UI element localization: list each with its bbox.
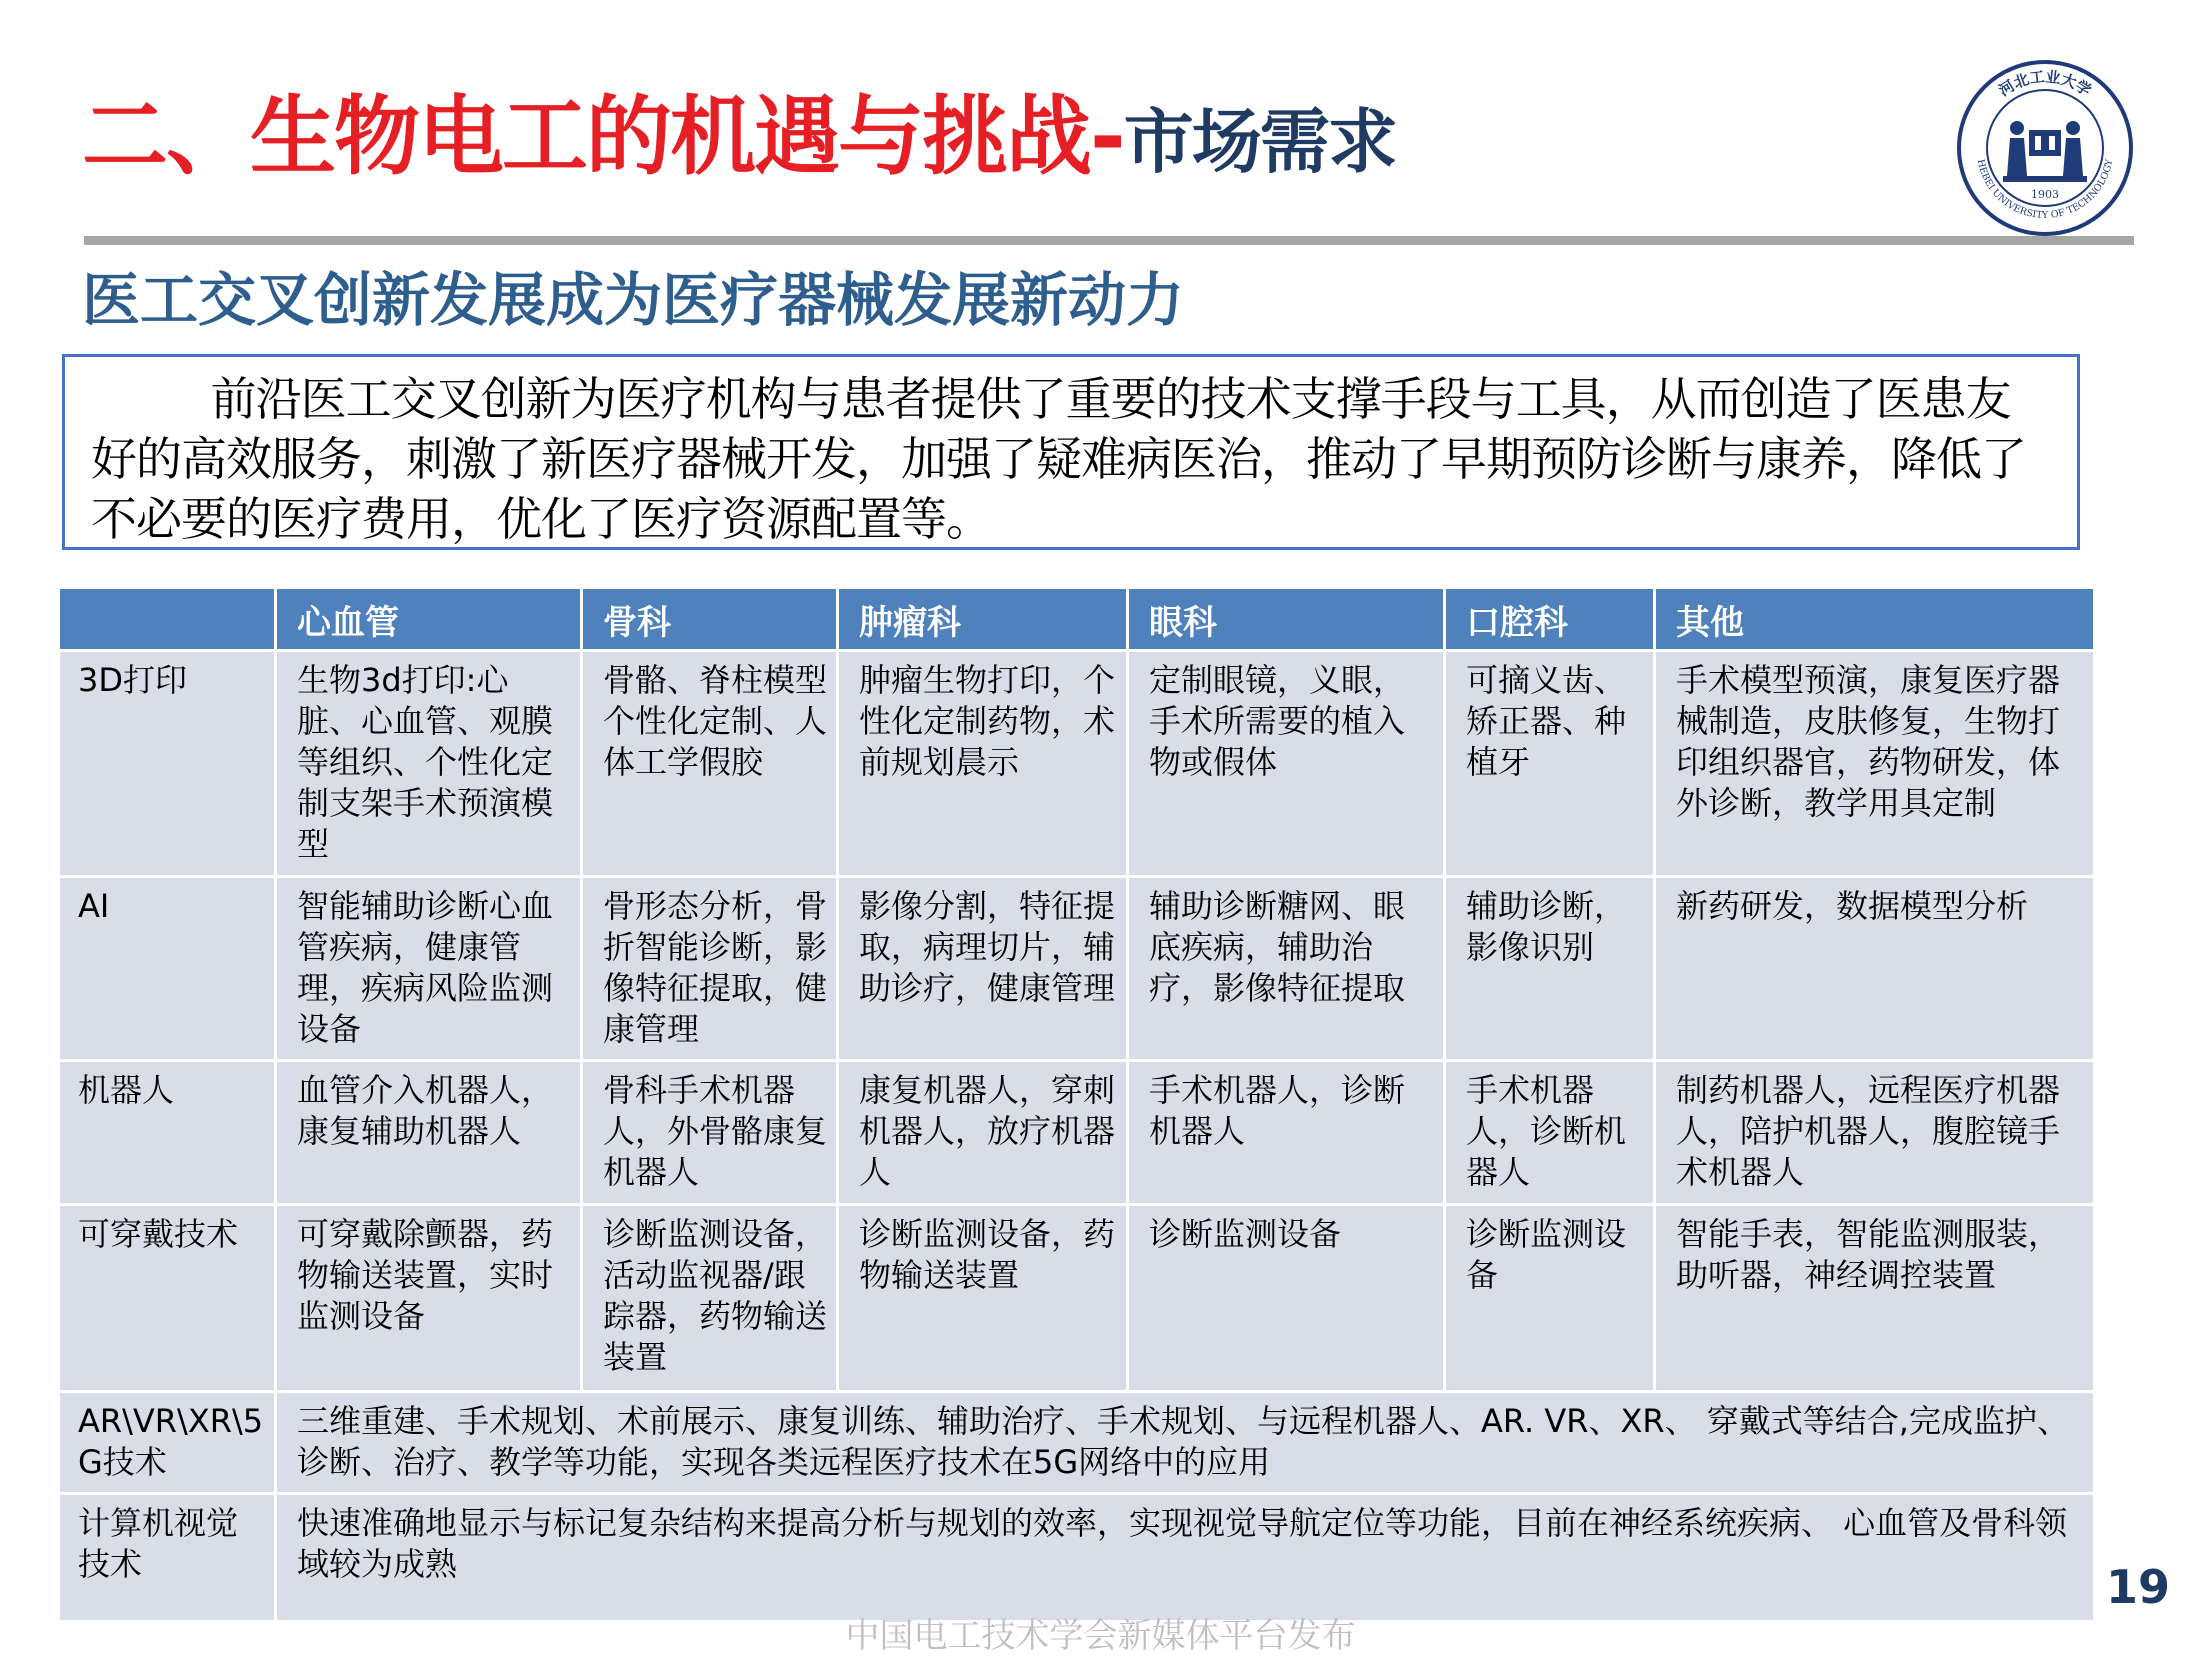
slide-title-sub: 市场需求: [1123, 101, 1396, 183]
table-header-cell: 骨科: [582, 588, 838, 651]
table-header-cell: [59, 588, 276, 651]
table-cell: 辅助诊断，影像识别: [1445, 877, 1655, 1061]
table-cell: 可穿戴除颤器，药物输送装置，实时监测设备: [276, 1205, 582, 1392]
title-divider: [84, 236, 2134, 245]
merged-cell: 快速准确地显示与标记复杂结构来提高分析与规划的效率，实现视觉导航定位等功能，目前在神经系统疾病、 心血管及骨科领域较为成熟: [276, 1494, 2095, 1622]
slide-title-main: 二、生物电工的机遇与挑战-: [82, 87, 1124, 187]
table-cell: 制药机器人，远程医疗机器人，陪护机器人，腹腔镜手术机器人: [1655, 1061, 2095, 1205]
table-cell: 诊断监测设备: [1128, 1205, 1445, 1392]
university-logo: [1955, 58, 2135, 238]
table-cell: 新药研发，数据模型分析: [1655, 877, 2095, 1061]
table-header-row: [59, 588, 2095, 651]
table-row: [59, 1392, 2095, 1494]
row-label: 机器人: [59, 1061, 276, 1205]
table-header-cell: 其他: [1655, 588, 2095, 651]
table-cell: 骨骼、脊柱模型个性化定制、人体工学假胶: [582, 651, 838, 877]
table-cell: 诊断监测设备: [1445, 1205, 1655, 1392]
table-row: [59, 1061, 2095, 1205]
table-cell: 影像分割，特征提取，病理切片，辅助诊疗，健康管理: [838, 877, 1128, 1061]
table-cell: 可摘义齿、矫正器、种植牙: [1445, 651, 1655, 877]
table-cell: 智能辅助诊断心血管疾病，健康管理，疾病风险监测设备: [276, 877, 582, 1061]
table-cell: 手术机器人，诊断机器人: [1128, 1061, 1445, 1205]
table-cell: 肿瘤生物打印，个性化定制药物，术前规划晨示: [838, 651, 1128, 877]
merged-cell: 三维重建、手术规划、术前展示、康复训练、辅助治疗、手术规划、与远程机器人、AR. VR、XR、 穿戴式等结合,完成监护、诊断、治疗、教学等功能，实现各类远程医疗技术在5G网络中的应用: [276, 1392, 2095, 1494]
logo-year: 1903: [2031, 188, 2059, 201]
table-cell: 康复机器人，穿刺机器人，放疗机器人: [838, 1061, 1128, 1205]
row-label: 计算机视觉技术: [59, 1494, 276, 1622]
table-cell: 手术机器人，诊断机器人: [1445, 1061, 1655, 1205]
table-row: [59, 1494, 2095, 1622]
row-label: 可穿戴技术: [59, 1205, 276, 1392]
intro-textbox: 前沿医工交叉创新为医疗机构与患者提供了重要的技术支撑手段与工具，从而创造了医患友好的高效服务，刺激了新医疗器械开发，加强了疑难病医治，推动了早期预防诊断与康养，降低了不必要的医疗费用，优化了医疗资源配置等。: [62, 354, 2080, 550]
slide-title: [82, 82, 1396, 197]
table-header-cell: 眼科: [1128, 588, 1445, 651]
table-header-cell: 心血管: [276, 588, 582, 651]
logo-chinese-name: 河北工业大学: [1995, 67, 2095, 100]
row-label: AR\VR\XR\5G技术: [59, 1392, 276, 1494]
table-cell: 骨形态分析，骨折智能诊断，影像特征提取，健康管理: [582, 877, 838, 1061]
table-cell: 诊断监测设备，药物输送装置: [838, 1205, 1128, 1392]
table-cell: 定制眼镜，义眼，手术所需要的植入物或假体: [1128, 651, 1445, 877]
table-cell: 骨科手术机器人，外骨骼康复机器人: [582, 1061, 838, 1205]
table-row: [59, 651, 2095, 877]
table-row: [59, 877, 2095, 1061]
table-cell: 辅助诊断糖网、眼底疾病，辅助治疗，影像特征提取: [1128, 877, 1445, 1061]
table-row: [59, 1205, 2095, 1392]
table-header-cell: 口腔科: [1445, 588, 1655, 651]
table-cell: 手术模型预演，康复医疗器械制造，皮肤修复，生物打印组织器官，药物研发，体外诊断，教学用具定制: [1655, 651, 2095, 877]
page-number: 19: [2106, 1560, 2171, 1614]
logo-english-name: HEBEI UNIVERSITY OF TECHNOLOGY: [1974, 158, 2116, 222]
slide-subtitle: 医工交叉创新发展成为医疗器械发展新动力: [82, 266, 1185, 334]
table-cell: 诊断监测设备，活动监视器/跟踪器，药物输送装置: [582, 1205, 838, 1392]
application-table: [57, 586, 2096, 1623]
footer-watermark: 中国电工技术学会新媒体平台发布: [845, 1616, 1356, 1656]
row-label: 3D打印: [59, 651, 276, 877]
table-cell: 生物3d打印:心脏、心血管、观膜等组织、个性化定制支架手术预演模型: [276, 651, 582, 877]
table-header-cell: 肿瘤科: [838, 588, 1128, 651]
table-cell: 血管介入机器人，康复辅助机器人: [276, 1061, 582, 1205]
table-cell: 智能手表，智能监测服装，助听器，神经调控装置: [1655, 1205, 2095, 1392]
row-label: AI: [59, 877, 276, 1061]
